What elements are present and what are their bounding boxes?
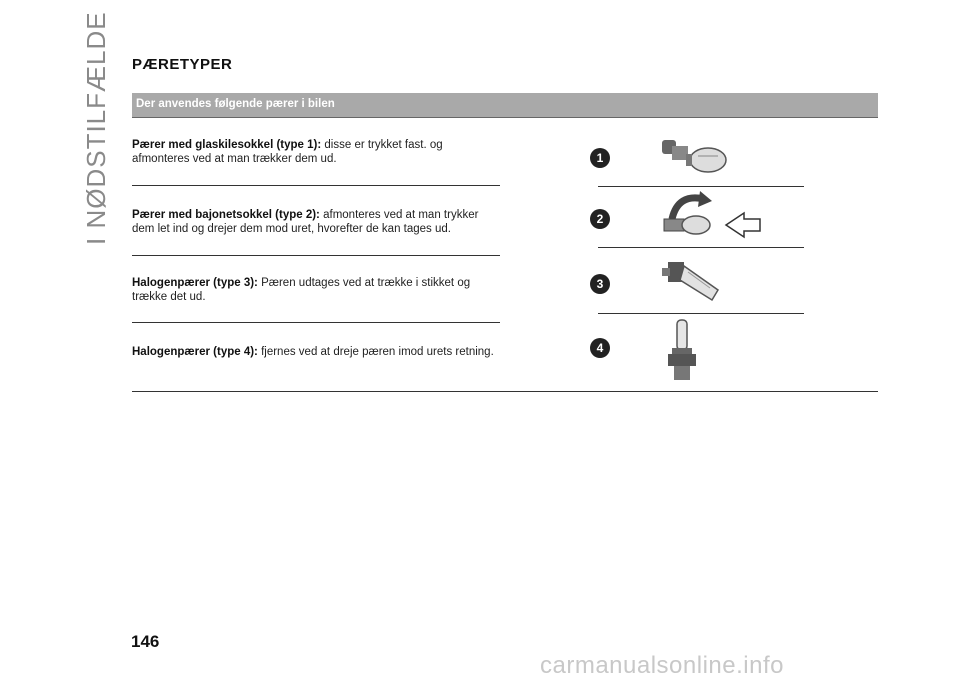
figure-bulb-type-2 [588, 189, 804, 249]
section-band [132, 93, 878, 118]
band-text: Der anvendes følgende pærer i bilen [136, 98, 335, 110]
bulb-type-1-lead: Pærer med glaskilesokkel (type 1): [132, 139, 322, 151]
bayonet-bulb-icon [648, 189, 768, 245]
figure-rule [598, 186, 804, 187]
watermark: carmanualsonline.info [540, 652, 784, 679]
figure-rule [598, 313, 804, 314]
divider [132, 322, 500, 323]
wedge-bulb-icon [648, 130, 748, 185]
bulb-type-4-lead: Halogenpærer (type 4): [132, 346, 258, 358]
halogen-bulb-icon [648, 252, 748, 310]
page-title: PÆRETYPER [132, 56, 233, 73]
figure-label-3: 3 [590, 274, 610, 294]
bulb-type-2-body: afmonteres ved at man trykker dem let ind og drejer dem mod uret, hvorefter de kan tages ud. [132, 209, 479, 235]
bulb-type-3-lead: Halogenpærer (type 3): [132, 277, 258, 289]
bulb-type-3-text [132, 276, 500, 304]
figure-bulb-type-1 [588, 130, 804, 190]
figure-bulb-type-4 [588, 316, 804, 376]
divider [132, 255, 500, 256]
halogen-h11-bulb-icon [648, 316, 748, 382]
section-bottom-rule [132, 391, 878, 392]
figure-label-1: 1 [590, 148, 610, 168]
figure-label-2: 2 [590, 209, 610, 229]
bulb-type-2-lead: Pærer med bajonetsokkel (type 2): [132, 209, 320, 221]
divider [132, 185, 500, 186]
figure-rule [598, 247, 804, 248]
bulb-type-1-text [132, 138, 500, 166]
figure-label-4: 4 [590, 338, 610, 358]
bulb-type-3-body: Pæren udtages ved at trække i stikket og trække det ud. [132, 277, 471, 303]
figure-bulb-type-3 [588, 252, 804, 312]
bulb-type-4-text [132, 345, 500, 359]
page-number: 146 [131, 632, 160, 651]
bulb-type-1-body: disse er trykket fast. og afmonteres ved at man trækker dem ud. [132, 139, 443, 165]
bulb-type-4-body: fjernes ved at dreje pæren imod urets retning. [257, 346, 494, 358]
bulb-type-2-text [132, 208, 500, 236]
section-side-title: I NØDSTILFÆLDE [81, 11, 111, 245]
